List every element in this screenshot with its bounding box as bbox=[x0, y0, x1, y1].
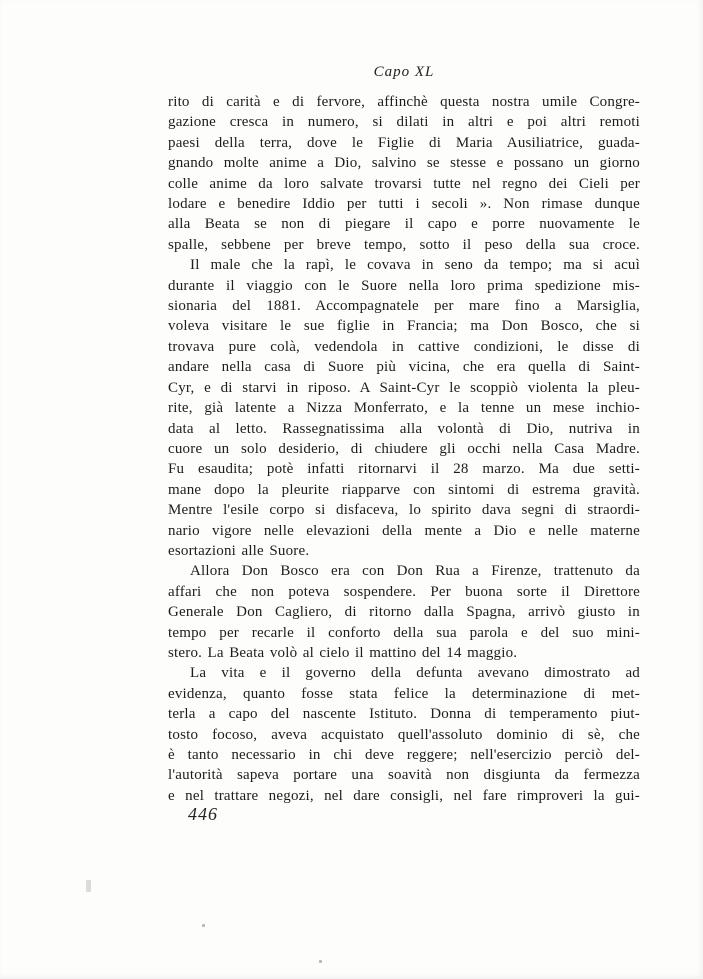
text-line: e nel trattare negozi, nel dare consigli, nel fare rimproveri la gui- bbox=[168, 787, 640, 804]
text-line: rite, già latente a Nizza Monferrato, e la tenne un mese inchio- bbox=[168, 400, 640, 417]
text-line: terla a capo del nascente Istituto. Donna di temperamento piut- bbox=[168, 706, 640, 723]
text-line: durante il viaggio con le Suore nella loro prima spedizione mis- bbox=[168, 277, 640, 294]
text-line: voleva visitare le sue figlie in Francia; ma Don Bosco, che si bbox=[168, 318, 640, 335]
text-line: nario vigore nelle elevazioni della mente a Dio e nelle materne bbox=[168, 522, 640, 539]
text-line: colle anime da loro salvate trovarsi tutte nel regno dei Cieli per bbox=[168, 175, 640, 192]
scan-speck bbox=[319, 960, 322, 963]
page-number: 446 bbox=[188, 804, 218, 824]
text-line: stero. La Beata volò al cielo il mattino del 14 maggio. bbox=[168, 644, 518, 661]
paragraph bbox=[168, 92, 640, 255]
text-line: Fu esaudita; potè infatti ritornarvi il 28 marzo. Ma due setti- bbox=[168, 461, 640, 478]
text-line: paesi della terra, dove le Figlie di Maria Ausiliatrice, guada- bbox=[168, 134, 640, 151]
text-line: Il male che la rapì, le covava in seno da tempo; ma si acuì bbox=[190, 257, 640, 274]
text-line: l'autorità sapeva portare una soavità non disgiunta da fermezza bbox=[168, 767, 640, 784]
text-line: sionaria del 1881. Accompagnatele per mare fino a Marsiglia, bbox=[168, 298, 640, 315]
running-header: Capo XL bbox=[373, 64, 435, 80]
text-line: cuore un solo desiderio, di chiudere gli occhi nella Casa Madre. bbox=[168, 440, 640, 457]
text-line: lodare e benedire Iddio per tutti i secoli ». Non rimase dunque bbox=[168, 196, 640, 213]
scan-speck bbox=[86, 880, 91, 892]
text-line: Mentre l'esile corpo si disfaceva, lo spirito dava segni di straordi- bbox=[168, 502, 640, 519]
text-line: Allora Don Bosco era con Don Rua a Firenze, trattenuto da bbox=[190, 563, 640, 580]
text-line: tempo per recarle il conforto della sua parola e del suo mini- bbox=[168, 624, 640, 641]
text-line: è tanto necessario in chi deve reggere; nell'esercizio perciò del- bbox=[168, 747, 640, 763]
scan-speck bbox=[202, 924, 205, 927]
text-line: Cyr, e di starvi in riposo. A Saint-Cyr le scoppiò violenta la pleu- bbox=[168, 379, 640, 396]
text-line: affari che non poteva sospendere. Per buona sorte il Direttore bbox=[168, 583, 640, 600]
text-line: trovava pure colà, vedendola in cattive condizioni, le disse di bbox=[168, 338, 640, 355]
text-line: evidenza, quanto fosse stata felice la determinazione di met- bbox=[168, 685, 640, 702]
text-line: gazione cresca in numero, si dilati in altri e poi altri remoti bbox=[168, 114, 640, 131]
text-line: alla Beata se non di piegare il capo e porre nuovamente le bbox=[168, 216, 640, 233]
text-line: andare nella casa di Suore più vicina, che era quella di Saint- bbox=[168, 359, 640, 376]
text-line: rito di carità e di fervore, affinchè questa nostra umile Congre- bbox=[168, 94, 640, 110]
paragraph bbox=[168, 255, 640, 561]
text-line: esortazioni alle Suore. bbox=[168, 542, 310, 559]
text-line: mane dopo la pleurite riapparve con sintomi di estrema gravità. bbox=[168, 481, 640, 498]
paragraph bbox=[168, 663, 640, 806]
text-line: gnando molte anime a Dio, salvino se stesse e possano un giorno bbox=[168, 155, 640, 172]
text-line: La vita e il governo della defunta avevano dimostrato ad bbox=[190, 665, 640, 682]
text-line: spalle, sebbene per breve tempo, sotto il peso della sua croce. bbox=[168, 236, 640, 253]
text-line: Generale Don Cagliero, di ritorno dalla Spagna, arrivò giusto in bbox=[168, 604, 640, 621]
paragraph bbox=[168, 561, 640, 663]
text-line: data al letto. Rassegnatissima alla volontà di Dio, nutriva in bbox=[168, 420, 640, 437]
text-line: tosto focoso, aveva acquistato quell'assoluto dominio di sè, che bbox=[168, 726, 640, 743]
text-block bbox=[168, 92, 640, 806]
